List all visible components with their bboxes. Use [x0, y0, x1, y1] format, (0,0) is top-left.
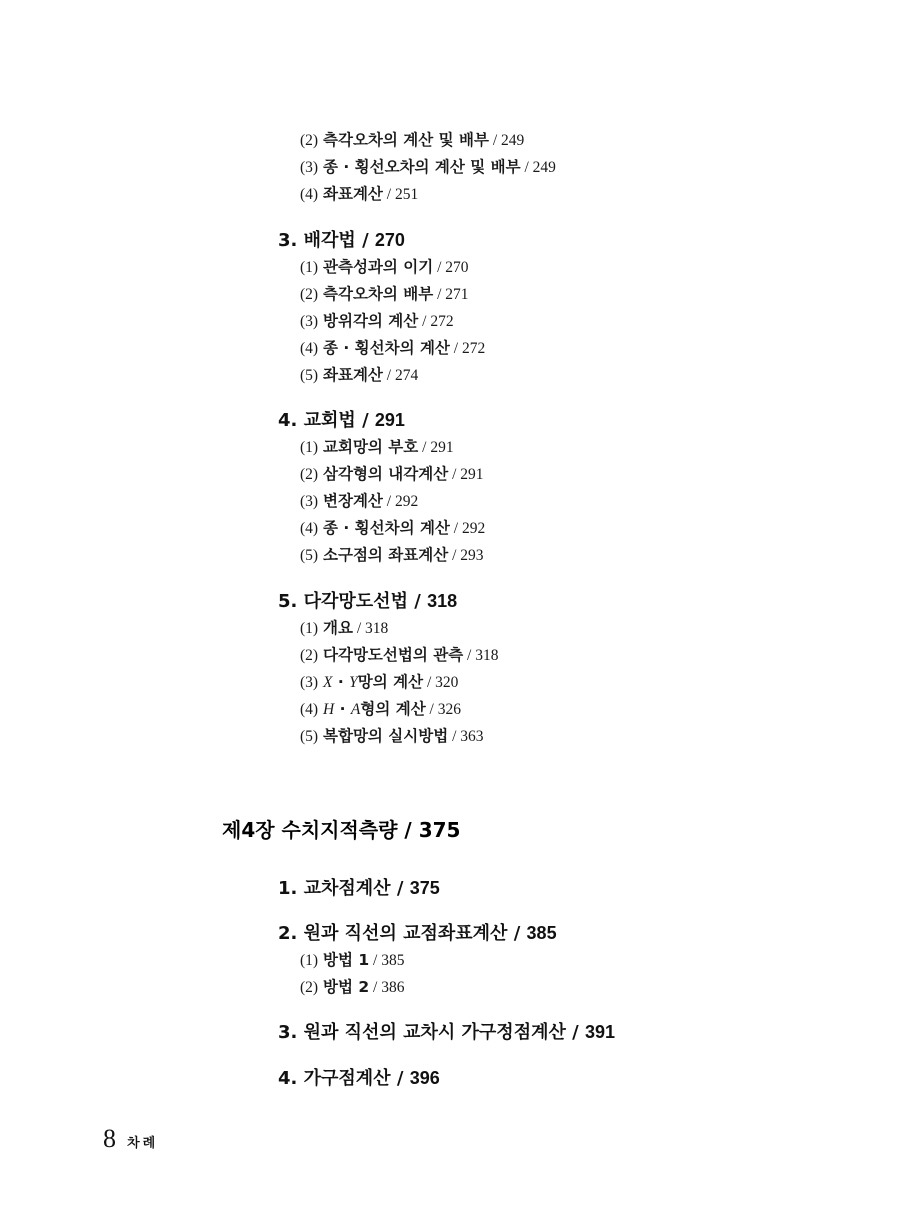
toc-item: (1) 개요 / 318 — [300, 619, 389, 637]
toc-item: (3) 변장계산 / 292 — [300, 492, 419, 510]
toc-item: (5) 좌표계산 / 274 — [300, 366, 419, 384]
toc-item: (3) X · Y망의 계산 / 320 — [300, 673, 459, 691]
toc-section: 5. 다각망도선법 / 318 — [278, 591, 458, 612]
toc-section: 4. 교회법 / 291 — [278, 410, 405, 431]
toc-section: 4. 가구점계산 / 396 — [278, 1068, 440, 1089]
toc-item: (2) 측각오차의 계산 및 배부 / 249 — [300, 131, 525, 149]
toc-item: (3) 방위각의 계산 / 272 — [300, 312, 454, 330]
toc-item: (3) 종 · 횡선오차의 계산 및 배부 / 249 — [300, 158, 556, 176]
toc-item: (4) H · A형의 계산 / 326 — [300, 700, 461, 718]
toc-item: (1) 교회망의 부호 / 291 — [300, 438, 454, 456]
toc-item: (5) 소구점의 좌표계산 / 293 — [300, 546, 484, 564]
toc-item: (2) 측각오차의 배부 / 271 — [300, 285, 469, 303]
toc-item: (1) 관측성과의 이기 / 270 — [300, 258, 469, 276]
toc-section: 3. 배각법 / 270 — [278, 230, 405, 251]
toc-item: (2) 삼각형의 내각계산 / 291 — [300, 465, 484, 483]
chapter-heading: 제4장 수치지적측량 / 375 — [222, 818, 461, 842]
toc-item: (4) 종 · 횡선차의 계산 / 272 — [300, 339, 486, 357]
toc-item: (2) 방법 2 / 386 — [300, 978, 405, 996]
toc-item: (2) 다각망도선법의 관측 / 318 — [300, 646, 499, 664]
toc-item: (5) 복합망의 실시방법 / 363 — [300, 727, 484, 745]
toc-section: 2. 원과 직선의 교점좌표계산 / 385 — [278, 923, 557, 944]
footer-label: 차례 — [127, 1136, 159, 1151]
toc-section: 1. 교차점계산 / 375 — [278, 878, 440, 899]
toc-item: (4) 종 · 횡선차의 계산 / 292 — [300, 519, 486, 537]
toc-item: (4) 좌표계산 / 251 — [300, 185, 419, 203]
page-footer — [103, 1124, 158, 1154]
toc-section: 3. 원과 직선의 교차시 가구정점계산 / 391 — [278, 1022, 616, 1043]
page-number: 8 — [103, 1124, 116, 1153]
toc-item: (1) 방법 1 / 385 — [300, 951, 405, 969]
